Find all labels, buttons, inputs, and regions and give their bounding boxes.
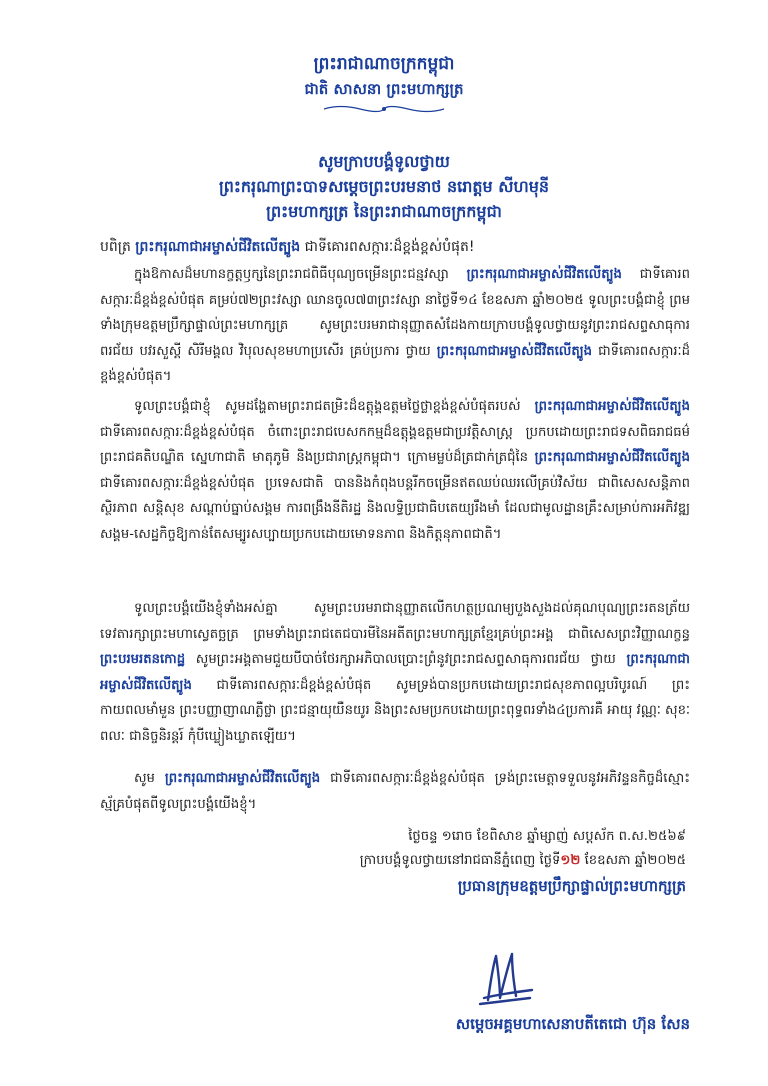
date-day-highlight: ១២: [560, 853, 581, 868]
salutation-highlight: ព្រះករុណាជាអម្ចាស់ជីវិតលើត្បូង: [135, 239, 301, 255]
paragraph-highlight: ព្រះករុណាជាអម្ចាស់ជីវិតលើត្បូង: [436, 343, 593, 359]
lunar-date: ថ្ងៃចន្ទ ១រោច ខែពិសាខ ឆ្នាំម្សាញ់ សប្តស័ក ព.ស.២៥៦៩: [408, 829, 686, 844]
place-date: [360, 850, 686, 872]
paragraph-highlight: ព្រះករុណាជាអម្ចាស់ជីវិតលើត្បូង: [100, 652, 690, 693]
paragraph-3: [100, 596, 690, 749]
salutation: [100, 236, 690, 258]
paragraph-text: ជាទីគោរពសក្ការៈដ៏ខ្ពង់ខ្ពស់បំផុត សូមទ្រង់បានប្រកបដោយព្រះរាជសុខភាពល្អបរិបូរណ៍ ព្រះកាយពលមាំមួន ព្រះបញ្ញាញាណភ្លឺថ្លា ព្រះជន្មាយុយឺនយូរ និងព្រះសមប្រកបដោយព្រះពុទ្ធពរទាំង៤ប្រការគឺ អាយុ វណ្ណៈ សុខៈ ពលៈ ជានិច្ចនិរន្តរ៍ កុំបីឃ្លៀងឃ្លាតឡើយ។: [100, 677, 690, 744]
national-motto: ជាតិ សាសនា ព្រះមហាក្សត្រ: [304, 80, 464, 98]
salutation-prefix: បពិត្រ: [100, 239, 136, 255]
paragraph-text: ជាទីគោរពសក្ការៈដ៏ខ្ពង់ខ្ពស់បំផុត ប្រទេសជាតិ បាននិងកំពុងបន្តរីកចម្រើនឥតឈប់ឈរលើគ្រប់វិស័យ ជាពិសេសសន្តិភាព ស្ថិរភាព សន្តិសុខ សណ្តាប់ធ្នាប់សង្គម ការពង្រឹងនីតិរដ្ឋ និងលទ្ធិប្រជាធិបតេយ្យរឹងមាំ ដែលជាមូលដ្ឋានគ្រឹះសម្រាប់ការអភិវឌ្ឍសង្គម-សេដ្ឋកិច្ចឱ្យកាន់តែសម្បូរសប្បាយប្រកបដោយមោទនភាព និងកិត្តនុភាពជាតិ។: [100, 475, 690, 542]
paragraph-highlight: ព្រះករុណាជាអម្ចាស់ជីវិតលើត្បូង: [466, 267, 622, 282]
paragraph-highlight: ព្រះករុណាជាអម្ចាស់ជីវិតលើត្បូង: [164, 771, 321, 786]
signer-title: ប្រធានក្រុមឧត្តមប្រឹក្សាផ្ទាល់ព្រះមហាក្សត្រ: [457, 877, 686, 895]
paragraph-text: ជាទីគោរពសក្ការៈដ៏ខ្ពង់ខ្ពស់បំផុត ទ្រង់ព្រះមេត្តាទទួលនូវអភិវន្ទនកិច្ចដ៏ស្មោះស្ម័គ្របំផុតពីទូលព្រះបង្គំយើងខ្ញុំ។: [100, 771, 690, 812]
ornament-divider-icon: [320, 104, 448, 114]
paragraph-1: [100, 262, 690, 390]
address-line-2: ព្រះករុណាព្រះបាទសម្ដេចព្រះបរមនាថ នរោត្ដម សីហមុនី: [218, 177, 550, 196]
paragraph-text: សូមព្រះអង្គតាមជួយបីបាច់ថែរក្សាអភិបាលប្រោះព្រំនូវព្រះរាជសព្ទសាធុការពរជ័យ ថ្វាយ: [185, 652, 627, 667]
kingdom-heading: ព្រះរាជាណាចក្រកម្ពុជា: [313, 54, 455, 74]
paragraph-highlight: ព្រះករុណាជាអម្ចាស់ជីវិតលើត្បូង: [534, 450, 690, 465]
place-date-suffix: ខែឧសភា ឆ្នាំ២០២៥: [580, 853, 686, 868]
paragraph-text: ជាទីគោរពសក្ការៈដ៏ខ្ពង់ខ្ពស់បំផុត ចំពោះព្រះរាជបេសកកម្មដ៏ឧត្តុង្គឧត្តមជាប្រវត្តិសាស្ត្រ ប្រកបដោយព្រះរាជទសពិធរាជធម៌ ព្រះរាជគតិបណ្ឌិត ស្នេហាជាតិ មាតុភូមិ និងប្រជារាស្ត្រកម្ពុជា។ ក្រោមម្លប់ដ៏ត្រជាក់ត្រជុំនៃ: [100, 424, 690, 465]
salutation-suffix: ជាទីគោរពសក្ការៈដ៏ខ្ពង់ខ្ពស់បំផុត!: [300, 239, 475, 255]
handwritten-signature-icon: [470, 948, 540, 1008]
paragraph-text: ជាទីគោរពសក្ការៈដ៏ខ្ពង់ខ្ពស់បំផុត គម្រប់៧២ព្រះវស្សា ឈានចូល៧៣ព្រះវស្សា នាថ្ងៃទី១៤ ខែឧសភា ឆ្នាំ២០២៥ ទូលព្រះបង្គំជាខ្ញុំ ព្រមទាំងក្រុមឧត្តមប្រឹក្សាផ្ទាល់ព្រះមហាក្សត្រ សូមព្រះបរមរាជានុញ្ញាតសំដែងកាយក្រាបបង្គំទូលថ្វាយនូវព្រះរាជសព្ទសាធុការពរជ័យ បវរសួស្តី សិរីមង្គល វិបុលសុខមហាប្រសើរ គ្រប់ប្រការ ថ្វាយ: [100, 267, 690, 359]
paragraph-4: [100, 766, 690, 817]
place-date-prefix: ក្រាបបង្គំទូលថ្វាយនៅរាជធានីភ្នំពេញ ថ្ងៃទី: [359, 853, 561, 868]
paragraph-text: ក្នុងឱកាសដ៏មហានក្ខត្តឫក្សនៃព្រះរាជពិធីបុណ្យចម្រើនព្រះជន្មវស្សា: [134, 267, 467, 282]
paragraph-text: សូម: [134, 771, 165, 786]
paragraph-2: [100, 394, 690, 547]
signer-name: សម្តេចអគ្គមហាសេនាបតីតេជោ ហ៊ុន សែន: [455, 1015, 690, 1033]
address-line-3: ព្រះមហាក្សត្រ នៃព្រះរាជាណាចក្រកម្ពុជា: [266, 202, 502, 221]
paragraph-text: ជាទីគោរពសក្ការៈដ៏ខ្ពង់ខ្ពស់បំផុត។: [100, 343, 690, 384]
paragraph-highlight: ព្រះបរមរតនកោដ្ឋ: [100, 652, 186, 667]
address-line-1: សូមក្រាបបង្គំទូលថ្វាយ: [318, 152, 450, 171]
paragraph-highlight: ព្រះករុណាជាអម្ចាស់ជីវិតលើត្បូង: [534, 399, 690, 414]
paragraph-text: ទូលព្រះបង្គំយើងខ្ញុំទាំងអស់គ្នា សូមព្រះបរមរាជានុញ្ញាតលើកហត្ថប្រណម្យបួងសួងដល់គុណបុណ្យព្រះរតនត្រ័យ ទេវតារក្សាព្រះមហាស្វេតច្ឆត្រ ព្រមទាំងព្រះរាជតេជបារមីនៃអតីតព្រះមហាក្សត្រខ្មែរគ្រប់ព្រះអង្គ ជាពិសេសព្រះវិញ្ញាណក្ខន្ធ: [100, 601, 690, 642]
paragraph-text: ទូលព្រះបង្គំជាខ្ញុំ សូមដង្ហែតាមព្រះរាជតម្រិះដ៏ឧត្តុង្គឧត្តមថ្លៃថ្លាខ្ពង់ខ្ពស់បំផុតរបស់: [134, 399, 535, 414]
